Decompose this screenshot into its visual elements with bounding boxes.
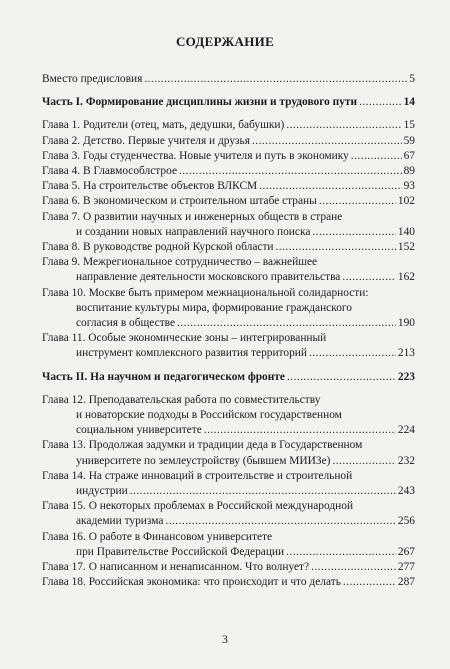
toc-entry — [42, 179, 415, 194]
toc-part-entry — [42, 370, 415, 385]
toc-entry-line — [42, 499, 415, 514]
entry-page-number: 140 — [397, 225, 415, 238]
entry-title: университете по землеустройству (бывшем МИИЗе) — [76, 454, 331, 467]
toc-entry-line — [42, 530, 415, 545]
dot-leader — [287, 370, 396, 385]
chapter-label: Глава 14. — [42, 469, 86, 482]
entry-page-number: 102 — [397, 195, 415, 208]
toc-entry-line — [42, 454, 415, 469]
toc-entry — [42, 164, 415, 179]
dot-leader — [252, 134, 402, 149]
table-of-contents — [42, 72, 415, 591]
dot-leader — [130, 484, 396, 499]
entry-title: Детство. Первые учителя и друзья — [83, 134, 250, 147]
dot-leader — [342, 270, 396, 285]
toc-entry — [42, 118, 415, 133]
toc-entry-line — [42, 118, 415, 133]
dot-leader — [312, 225, 396, 240]
entry-title: В экономическом и строительном штабе страны — [83, 195, 317, 208]
entry-title: Часть I. Формирование дисциплины жизни и трудового пути — [42, 96, 358, 109]
chapter-label: Глава 18. — [42, 576, 86, 589]
entry-page-number: 67 — [403, 149, 415, 162]
toc-entry — [42, 393, 415, 439]
entry-page-number: 190 — [397, 317, 415, 330]
dot-leader — [177, 316, 396, 331]
toc-entry-line — [42, 438, 415, 453]
entry-title: На страже инноваций в строительстве и строительной — [88, 469, 353, 482]
entry-page-number: 162 — [397, 271, 415, 284]
toc-entry — [42, 194, 415, 209]
entry-page-number: 267 — [397, 545, 415, 558]
entry-title: и новаторские подходы в Российском государственном — [76, 409, 342, 422]
entry-title: инструмент комплексного развития территорий — [76, 347, 307, 360]
toc-entry — [42, 72, 415, 87]
toc-entry — [42, 469, 415, 499]
entry-title: воспитание культуры мира, формирование гражданского — [76, 301, 352, 314]
entry-page-number: 14 — [403, 96, 415, 109]
toc-entry-line — [42, 575, 415, 590]
toc-entry-line — [42, 484, 415, 499]
toc-part-entry — [42, 95, 415, 110]
dot-leader — [286, 545, 396, 560]
toc-entry-line — [42, 164, 415, 179]
toc-entry — [42, 134, 415, 149]
chapter-label: Глава 17. — [42, 561, 86, 574]
entry-page-number: 287 — [397, 576, 415, 589]
dot-leader — [259, 179, 401, 194]
chapter-label: Глава 4. — [42, 165, 81, 178]
chapter-label: Глава 16. — [42, 530, 86, 543]
entry-title: О работе в Финансовом университете — [88, 530, 273, 543]
toc-entry — [42, 560, 415, 575]
entry-title: социальном университете — [76, 424, 202, 437]
entry-title: Родители (отец, мать, дедушки, бабушки) — [83, 119, 285, 132]
dot-leader — [276, 240, 396, 255]
entry-title: академии туризма — [76, 515, 164, 528]
entry-page-number: 243 — [397, 485, 415, 498]
chapter-label: Глава 3. — [42, 149, 81, 162]
chapter-label: Глава 13. — [42, 439, 86, 452]
dot-leader — [309, 346, 396, 361]
toc-entry-line — [42, 393, 415, 408]
entry-page-number: 5 — [409, 73, 415, 85]
dot-leader — [343, 575, 396, 590]
dot-leader — [144, 72, 407, 87]
chapter-label: Глава 1. — [42, 119, 81, 132]
entry-title: Часть II. На научном и педагогическом фронте — [42, 370, 285, 383]
chapter-label: Глава 11. — [42, 332, 86, 345]
entry-page-number: 277 — [397, 561, 415, 574]
toc-entry — [42, 438, 415, 468]
chapter-label: Глава 5. — [42, 180, 81, 193]
toc-entry — [42, 530, 415, 560]
entry-page-number: 152 — [397, 241, 415, 254]
toc-entry-line — [42, 286, 415, 301]
page-title: СОДЕРЖАНИЕ — [175, 34, 275, 49]
toc-entry-line — [42, 316, 415, 331]
entry-title: Особые экономические зоны – интегрированный — [88, 332, 327, 345]
entry-title: Годы студенчества. Новые учителя и путь в экономику — [83, 149, 349, 162]
chapter-label: Глава 15. — [42, 500, 86, 513]
toc-entry-line — [42, 210, 415, 225]
entry-page-number: 89 — [403, 165, 415, 178]
toc-entry-line — [42, 255, 415, 270]
entry-page-number: 93 — [403, 180, 415, 193]
dot-leader — [311, 560, 396, 575]
chapter-label: Глава 10. — [42, 286, 86, 299]
chapter-label: Глава 12. — [42, 393, 86, 406]
toc-entry-line — [42, 301, 415, 316]
chapter-label: Глава 6. — [42, 195, 81, 208]
entry-page-number: 15 — [403, 119, 415, 132]
entry-page-number: 232 — [397, 454, 415, 467]
toc-entry-line — [42, 240, 415, 255]
dot-leader — [332, 454, 395, 469]
toc-entry — [42, 499, 415, 529]
toc-entry-line — [42, 331, 415, 346]
entry-title: Преподавательская работа по совместительству — [88, 393, 321, 406]
toc-entry — [42, 575, 415, 590]
toc-entry-line — [42, 370, 415, 385]
toc-entry-line — [42, 545, 415, 560]
toc-entry-line — [42, 72, 415, 87]
dot-leader — [204, 423, 396, 438]
entry-title: индустрии — [76, 485, 128, 498]
entry-page-number: 59 — [403, 134, 415, 147]
chapter-label: Глава 2. — [42, 134, 81, 147]
entry-title: согласия в обществе — [76, 317, 176, 330]
entry-title: направление деятельности московского правительства — [76, 271, 341, 284]
toc-entry-line — [42, 194, 415, 209]
entry-page-number: 256 — [397, 515, 415, 528]
toc-entry-line — [42, 270, 415, 285]
chapter-label: Глава 8. — [42, 241, 81, 254]
toc-entry-line — [42, 469, 415, 484]
dot-leader — [286, 118, 401, 133]
entry-title: Продолжая задумки и традиции деда в Государственном — [88, 439, 363, 452]
toc-entry-line — [42, 179, 415, 194]
toc-entry-line — [42, 408, 415, 423]
entry-page-number: 224 — [397, 424, 415, 437]
entry-page-number: 213 — [397, 347, 415, 360]
entry-title: О некоторых проблемах в Российской международной — [88, 500, 354, 513]
entry-title: Российская экономика: что происходит и что делать — [88, 576, 341, 589]
dot-leader — [359, 95, 402, 110]
entry-title: Вместо предисловия — [42, 73, 143, 85]
toc-entry-line — [42, 95, 415, 110]
toc-entry-line — [42, 514, 415, 529]
dot-leader — [179, 164, 402, 179]
entry-title: О написанном и ненаписанном. Что волнует? — [88, 561, 310, 574]
chapter-label: Глава 7. — [42, 210, 81, 223]
toc-entry — [42, 286, 415, 332]
toc-entry — [42, 255, 415, 285]
entry-title: На строительстве объектов ВЛКСМ — [83, 180, 258, 193]
entry-title: В Главмособлстрое — [83, 165, 178, 178]
toc-entry — [42, 240, 415, 255]
entry-title: В руководстве родной Курской области — [83, 241, 274, 254]
entry-title: Москве быть примером межнациональной солидарности: — [88, 286, 369, 299]
toc-entry-line — [42, 134, 415, 149]
dot-leader — [165, 514, 395, 529]
dot-leader — [351, 149, 402, 164]
toc-entry-line — [42, 560, 415, 575]
entry-title: при Правительстве Российской Федерации — [76, 545, 285, 558]
dot-leader — [319, 194, 396, 209]
toc-entry-line — [42, 346, 415, 361]
toc-entry-line — [42, 225, 415, 240]
toc-entry — [42, 149, 415, 164]
toc-entry — [42, 331, 415, 361]
toc-entry-line — [42, 423, 415, 438]
entry-title: О развитии научных и инженерных обществ в стране — [83, 210, 343, 223]
toc-entry — [42, 210, 415, 240]
page-number: 3 — [222, 634, 228, 646]
toc-entry-line — [42, 149, 415, 164]
chapter-label: Глава 9. — [42, 256, 81, 269]
entry-title: и создании новых направлений научного поиска — [76, 225, 311, 238]
entry-page-number: 223 — [397, 370, 415, 383]
entry-title: Межрегиональное сотрудничество – важнейшее — [83, 256, 318, 269]
